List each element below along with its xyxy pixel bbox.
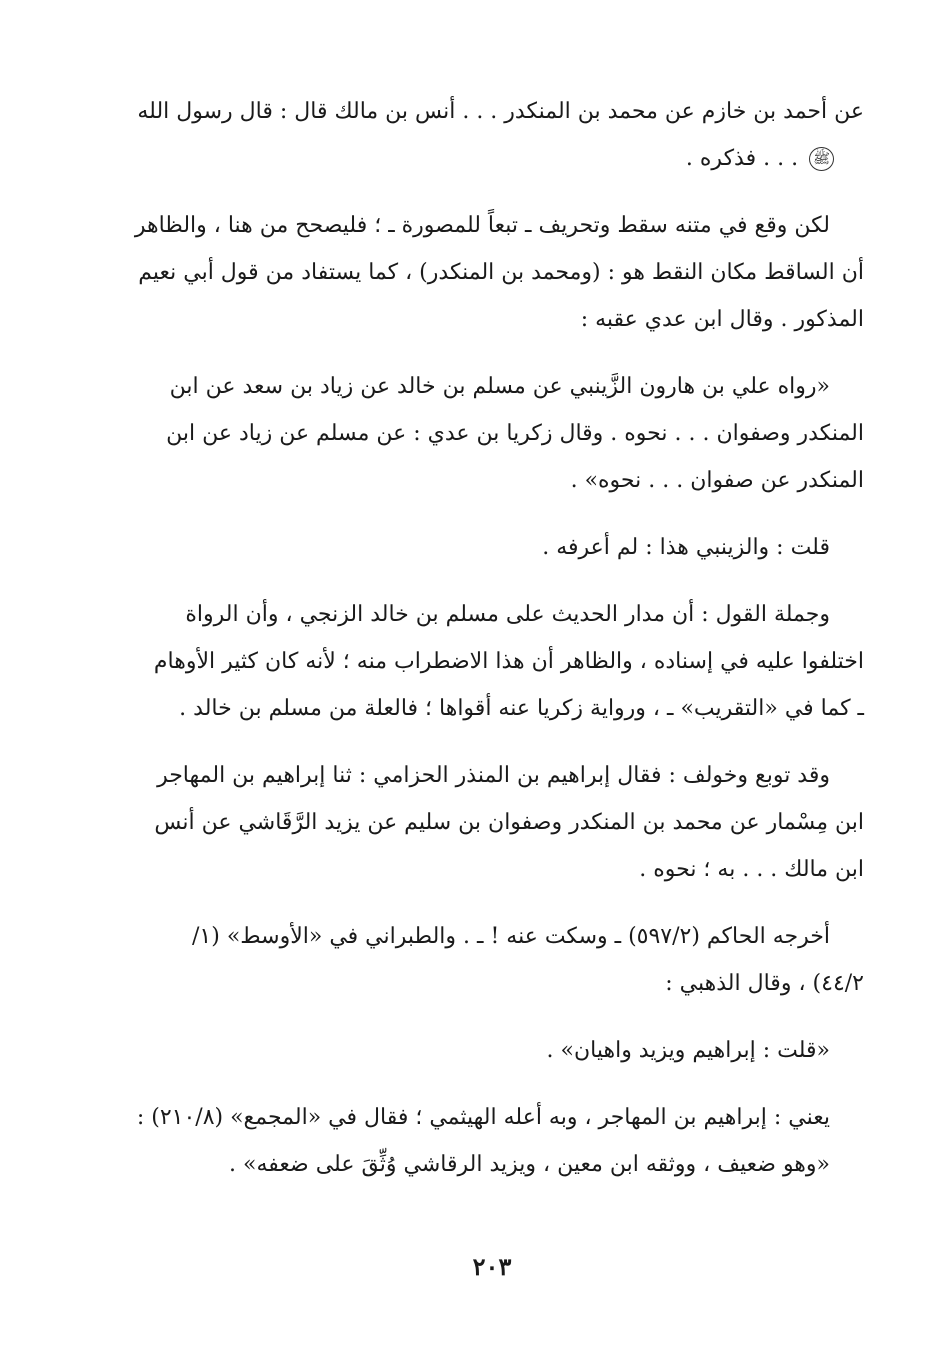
paragraph-2 [120,202,864,343]
paragraph-9 [120,1094,864,1188]
text-line: يعني : إبراهيم بن المهاجر ، وبه أعله الهيثمي ؛ فقال في «المجمع» (٢١٠/٨) : [136,1105,830,1130]
text-line: «وهو ضعيف ، ووثقه ابن معين ، ويزيد الرقاشي وُثِّقَ على ضعفه» . [229,1152,830,1177]
paragraph-6 [120,752,864,893]
text-line: المذكور . وقال ابن عدي عقبه : [580,307,864,332]
text-line: ـ كما في «التقريب» ـ ، ورواية زكريا عنه أقواها ؛ فالعلة من مسلم بن خالد . [179,696,864,721]
text-line: المنكدر وصفوان . . . نحوه . وقال زكريا بن عدي : عن مسلم عن زياد عن ابن [166,421,864,446]
text-line: عن أحمد بن خازم عن محمد بن المنكدر . . . أنس بن مالك قال : قال رسول الله [137,99,864,124]
text-line: أن الساقط مكان النقط هو : (ومحمد بن المنكدر) ، كما يستفاد من قول أبي نعيم [138,260,864,285]
paragraph-1 [120,88,864,182]
paragraph-quote-dhahabi [120,1027,864,1074]
text-line: اختلفوا عليه في إسناده ، والظاهر أن هذا الاضطراب منه ؛ لأنه كان كثير الأوهام [153,649,864,674]
text-line: ابن مِسْمار عن محمد بن المنكدر وصفوان بن سليم عن يزيد الرَّقَاشي عن أنس [154,810,864,835]
paragraph-7 [120,913,864,1007]
paragraph-5 [120,591,864,732]
text-line: وجملة القول : أن مدار الحديث على مسلم بن خالد الزنجي ، وأن الرواة [185,602,830,627]
text-line: المنكدر عن صفوان . . . نحوه» . [570,468,864,493]
paragraph-4 [120,524,864,571]
salla-symbol-icon: ﷺ [809,147,834,171]
text-line: أخرجه الحاكم (٥٩٧/٢) ـ وسكت عنه ! ـ . والطبراني في «الأوسط» (١/ [192,924,830,949]
text-line: وقد توبع وخولف : فقال إبراهيم بن المنذر الحزامي : ثنا إبراهيم بن المهاجر [157,763,830,788]
document-page [120,88,864,1328]
text-line: ابن مالك . . . به ؛ نحوه . [639,857,864,882]
text-line: لكن وقع في متنه سقط وتحريف ـ تبعاً للمصورة ـ ؛ فليصحح من هنا ، والظاهر [134,213,830,238]
text-line-with-salla [120,135,864,182]
text-line: «رواه علي بن هارون الزَّينبي عن مسلم بن خالد عن زياد بن سعد عن ابن [169,374,830,399]
text-line: . . . فذكره . [685,146,799,171]
paragraph-quote-ibn-adi [120,363,864,504]
text-line: ٤٤/٢) ، وقال الذهبي : [665,971,864,996]
page-number: ٢٠٣ [472,1252,512,1281]
text-line: «قلت : إبراهيم ويزيد واهيان» . [546,1038,830,1063]
text-line: قلت : والزينبي هذا : لم أعرفه . [542,535,830,560]
